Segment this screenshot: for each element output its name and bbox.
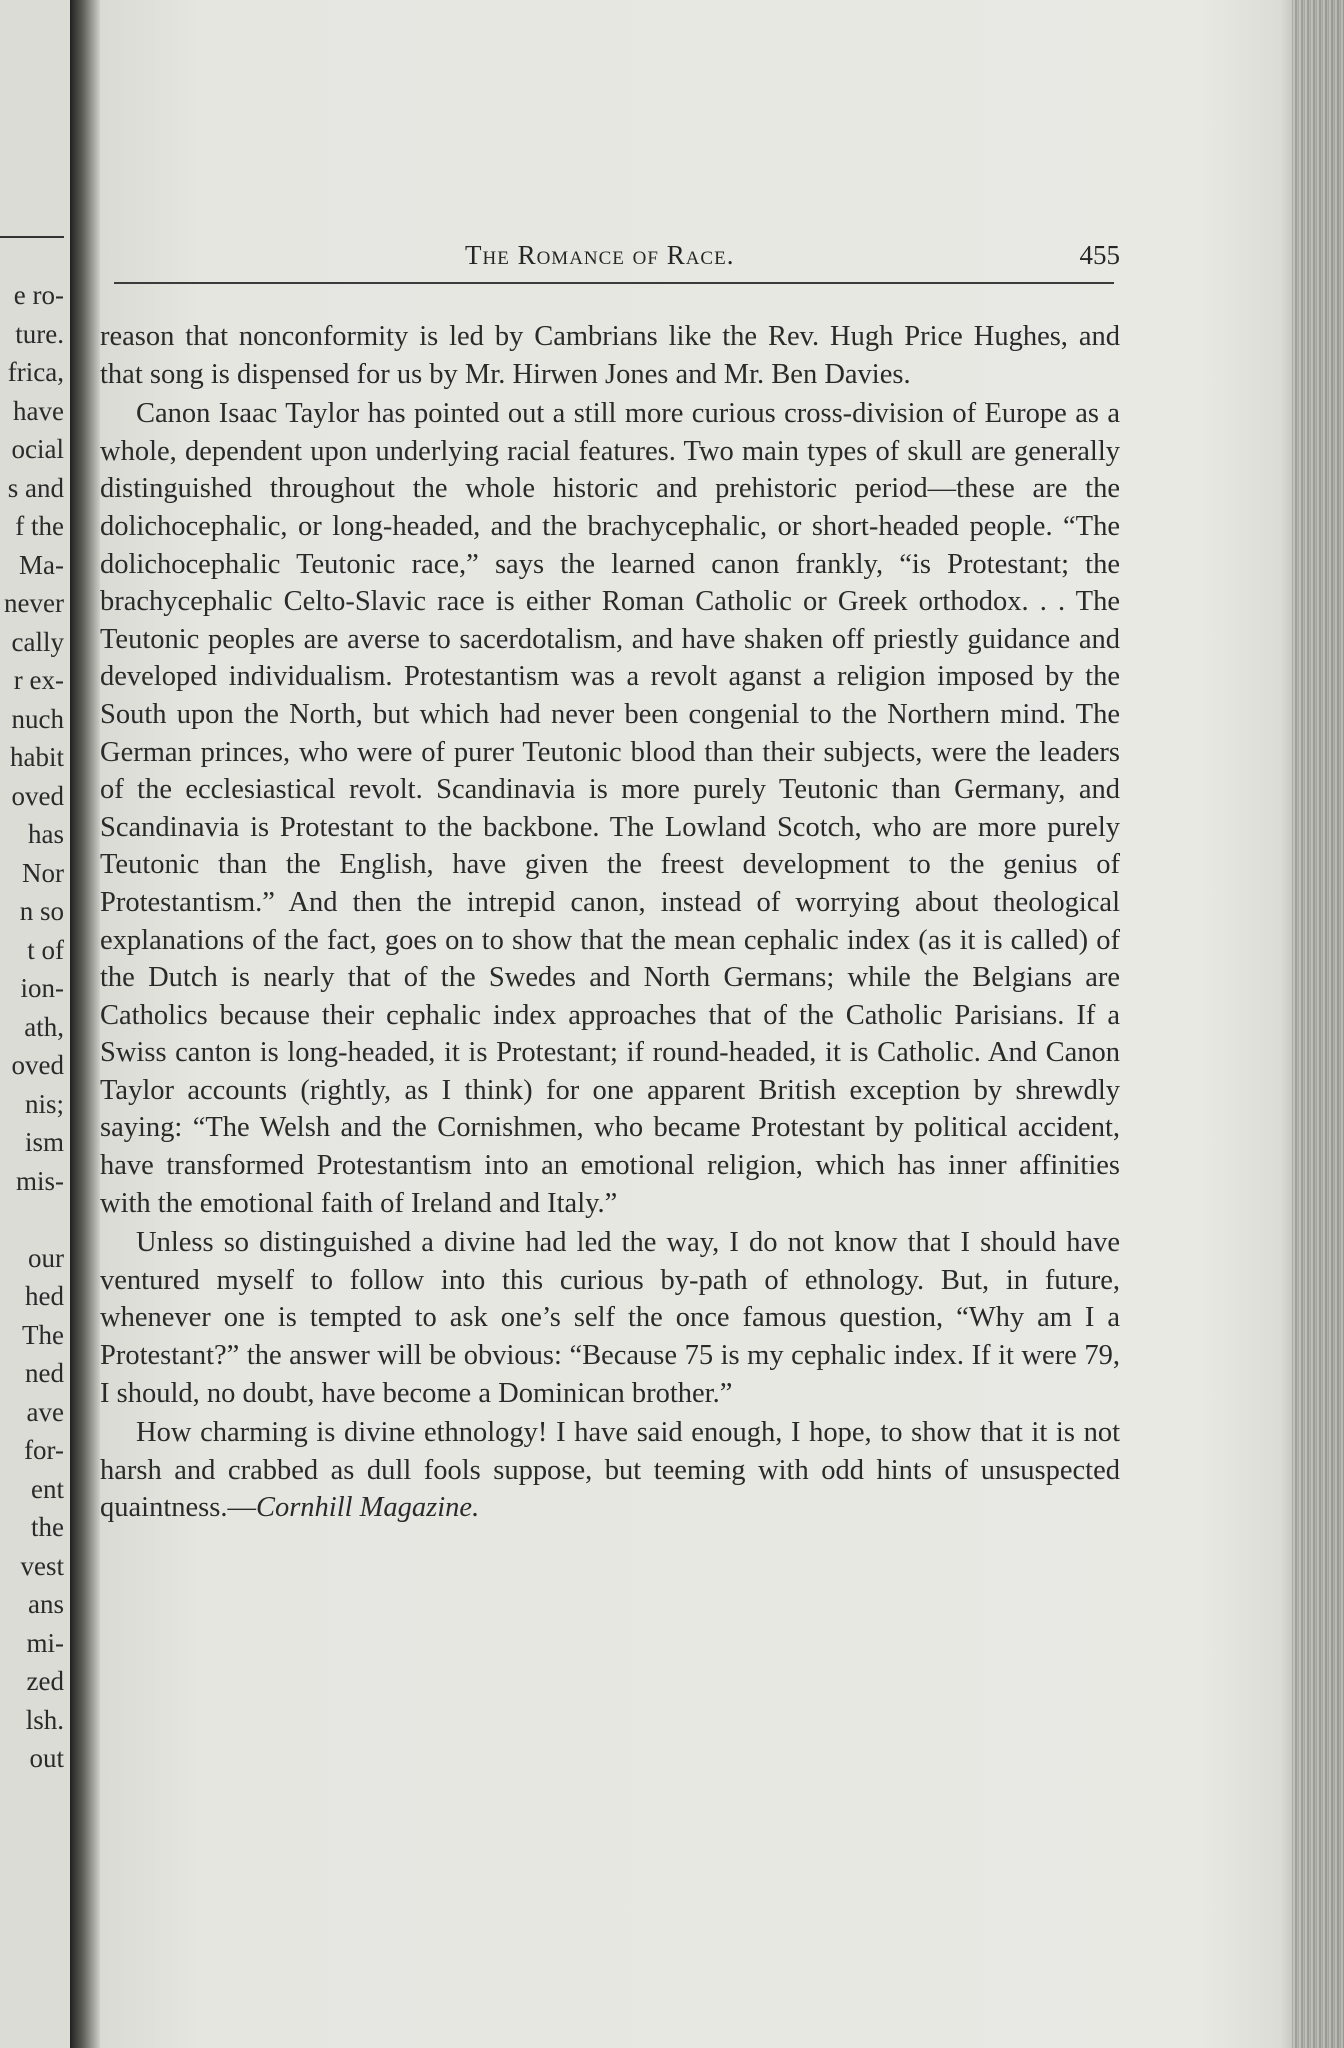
facing-page-line: ned [25,1358,64,1388]
facing-page-line: never [4,588,64,618]
paragraph-final [100,1414,1120,1527]
facing-page-line: ture. [15,318,64,349]
page-number: 455 [1079,240,1120,270]
facing-page-line: Ma- [19,549,64,580]
facing-page-line: zed [26,1666,64,1696]
paragraph-text: How charming is divine ethnology! I have said enough, I hope, to show that it is not harsh and crabbed as dull fools suppose, but teeming with odd hints of unsuspected quaintness.— [100,1417,1120,1524]
facing-page-line: The [22,1319,64,1350]
facing-page-line: ans [28,1589,64,1619]
facing-page-line: mis- [15,1165,64,1196]
facing-page-line: has [28,819,64,849]
facing-page-line: our [28,1242,64,1273]
facing-page-edge [0,0,72,2048]
facing-page-line: frica, [7,357,64,387]
facing-page-line [0,1200,64,1239]
facing-page-line: out [29,1743,64,1773]
header-rule [114,282,1114,284]
facing-page-line: lsh. [25,1704,64,1735]
book-page [100,0,1290,2048]
facing-page-text-fragments [0,276,64,1778]
facing-page-line: nuch [11,703,64,734]
facing-page-line: mi- [26,1627,64,1658]
facing-page-line: r ex- [13,665,64,695]
body-text [100,318,1120,1529]
running-title: The Romance of Race. [465,240,735,270]
facing-page-line: cally [11,626,64,657]
source-citation: Cornhill Magazine. [255,1492,480,1524]
page-edge-stack [1292,0,1344,2048]
paragraph: Canon Isaac Taylor has pointed out a still more curious cross-division of Europe as a whole, dependent upon underlying racial features. Two main types of skull are generally distinguished throughout the whole historic and prehistoric period—these are the dolichocephalic, or long-headed, and the brachycephalic, or short-headed people. “The dolichocephalic Teutonic race,” says the learned canon frankly, “is Protestant; the brachycephalic Celto-Slavic race is either Roman Catholic or Greek orthodox. . . The Teutonic peoples are averse to sacerdotalism, and have shaken off priestly guidance and developed individualism. Protestantism was a revolt aganst a religion imposed by the South upon the North, but which had never been congenial to the Northern mind. The German princes, who were of purer Teutonic blood than their subjects, were the leaders of the ecclesiastical revolt. Scandinavia is more purely Teutonic than Germany, and Scandinavia is Protestant to the backbone. The Lowland Scotch, who are more purely Teutonic than the English, have given the freest development to the genius of Protestantism.” And then the intrepid canon, instead of worrying about theological explanations of the fact, goes on to show that the mean cephalic index (as it is called) of the Dutch is nearly that of the Swedes and North Germans; while the Belgians are Catholics because their cephalic index approaches that of the Catholic Parisians. If a Swiss canton is long-headed, it is Protestant; if round-headed, it is Catholic. And Canon Taylor accounts (rightly, as I think) for one apparent British exception by shrewdly saying: “The Welsh and the Cornishmen, who became Protestant by political accident, have transformed Protestantism into an emotional religion, which has inner affinities with the emotional faith of Ireland and Italy.” [100,398,1120,1219]
facing-page-line: habit [10,742,64,772]
facing-page-line: have [13,395,64,426]
running-header [110,240,1120,280]
facing-page-line: oved [11,1050,64,1080]
facing-page-line: t of [27,934,64,965]
facing-page-line: f the [15,511,64,541]
facing-page-line: ocial [11,434,64,464]
facing-page-line: s and [7,472,64,503]
facing-page-line: oved [11,780,64,811]
facing-page-line: the [31,1512,64,1542]
facing-page-line: ent [31,1473,64,1504]
facing-page-line: ion- [20,973,64,1003]
facing-page-line: ath, [24,1011,64,1042]
facing-page-line: hed [25,1281,64,1311]
paragraph: Unless so distinguished a divine had led the way, I do not know that I should have ventured myself to follow into this curious by-path of ethnology. But, in future, whenever one is tempted to ask one’s self the once famous question, “Why am I a Protestant?” the answer will be obvious: “Because 75 is my cephalic index. If it were 79, I should, no doubt, have become a Dominican brother.” [100,1227,1120,1409]
book-gutter [70,0,100,2048]
facing-page-line: ave [26,1396,64,1427]
facing-page-line: for- [24,1435,64,1465]
facing-page-rule [0,236,64,238]
paragraph: reason that nonconformity is led by Cambrians like the Rev. Hugh Price Hughes, and that song is dispensed for us by Mr. Hirwen Jones and Mr. Ben Davies. [100,321,1120,390]
facing-page-line: n so [19,896,64,926]
facing-page-line: Nor [22,857,64,888]
facing-page-line: nis; [24,1088,64,1119]
facing-page-line: vest [20,1550,64,1581]
facing-page-line: e ro- [13,280,64,310]
facing-page-line: ism [24,1127,64,1157]
